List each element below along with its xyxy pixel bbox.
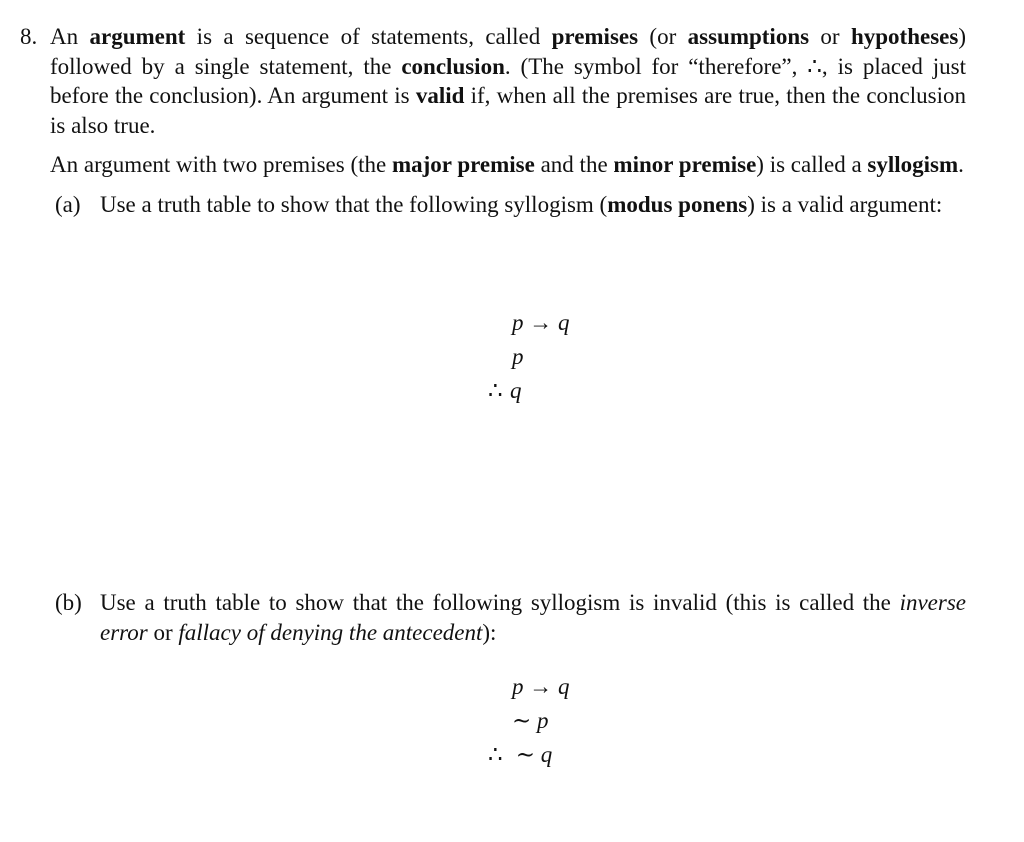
intro-paragraph <box>20 22 966 140</box>
second-text-4: . <box>958 152 964 177</box>
intro-text-6: . (The symbol for “therefore”, ∴, is placed just before the conclusion). An argument is <box>50 53 966 108</box>
term-modus-ponens: modus ponens <box>607 191 748 217</box>
part-a-text-2: ) is a valid argument: <box>747 191 943 217</box>
intro-text-2: is a sequence of statements, called <box>185 24 552 49</box>
syllogism-a-minor-premise <box>488 340 570 374</box>
part-b-label: (b) <box>55 590 82 615</box>
var-p: p <box>512 344 524 369</box>
second-text-2: and the <box>534 152 614 177</box>
syllogism-b-conclusion <box>488 738 570 772</box>
part-a-text-1: Use a truth table to show that the following syllogism ( <box>100 191 608 217</box>
negation-symbol: ∼ <box>515 742 536 767</box>
part-b-text-3: ): <box>482 619 497 645</box>
therefore-symbol: ∴ <box>488 742 503 767</box>
part-b-text-1: Use a truth table to show that the following syllogism is invalid (this is called the <box>100 590 900 615</box>
term-minor-premise: minor premise <box>613 152 757 177</box>
second-text-1: An argument with two premises (the <box>50 152 392 177</box>
intro-text-5: ) followed by a single statement, the <box>50 24 966 79</box>
term-hypotheses: hypotheses <box>850 24 959 49</box>
term-assumptions: assumptions <box>687 24 810 49</box>
problem-8 <box>20 22 966 219</box>
term-inverse-error: inverse error <box>100 590 966 645</box>
syllogism-b-major-premise <box>488 670 570 704</box>
therefore-symbol: ∴ <box>488 378 503 403</box>
var-p: p <box>537 708 549 733</box>
problem-number: 8. <box>20 24 38 49</box>
intro-text-1: An <box>50 24 90 49</box>
syllogism-b-minor-premise <box>488 704 570 738</box>
syllogism-paragraph <box>50 150 966 180</box>
var-q: q <box>558 310 570 335</box>
term-fallacy-denying-antecedent: fallacy of denying the antecedent <box>178 619 483 645</box>
syllogism-a-conclusion <box>488 374 570 408</box>
term-argument: argument <box>89 24 186 49</box>
var-q: q <box>510 378 522 403</box>
part-a-label: (a) <box>55 191 81 217</box>
term-major-premise: major premise <box>391 152 535 177</box>
implies-arrow: → <box>529 310 553 335</box>
syllogism-a-major-premise <box>488 306 570 340</box>
term-syllogism: syllogism <box>867 152 959 177</box>
intro-text-3: (or <box>638 24 688 49</box>
syllogism-b <box>488 670 570 772</box>
part-b <box>55 588 966 647</box>
part-b-text-2: or <box>147 619 179 645</box>
term-conclusion: conclusion <box>401 53 505 79</box>
second-text-3: ) is called a <box>756 152 868 177</box>
var-p: p <box>512 674 524 699</box>
var-q: q <box>558 674 570 699</box>
intro-text-7: if, when all the premises are true, then the conclusion is also true. <box>50 83 966 138</box>
var-q: q <box>540 742 553 767</box>
implies-arrow: → <box>529 674 553 699</box>
term-valid: valid <box>415 83 465 108</box>
var-p: p <box>512 310 524 335</box>
negation-symbol: ∼ <box>512 708 532 733</box>
part-a <box>55 190 966 220</box>
term-premises: premises <box>551 24 639 49</box>
intro-text-4: or <box>809 24 851 49</box>
syllogism-a <box>488 306 570 408</box>
